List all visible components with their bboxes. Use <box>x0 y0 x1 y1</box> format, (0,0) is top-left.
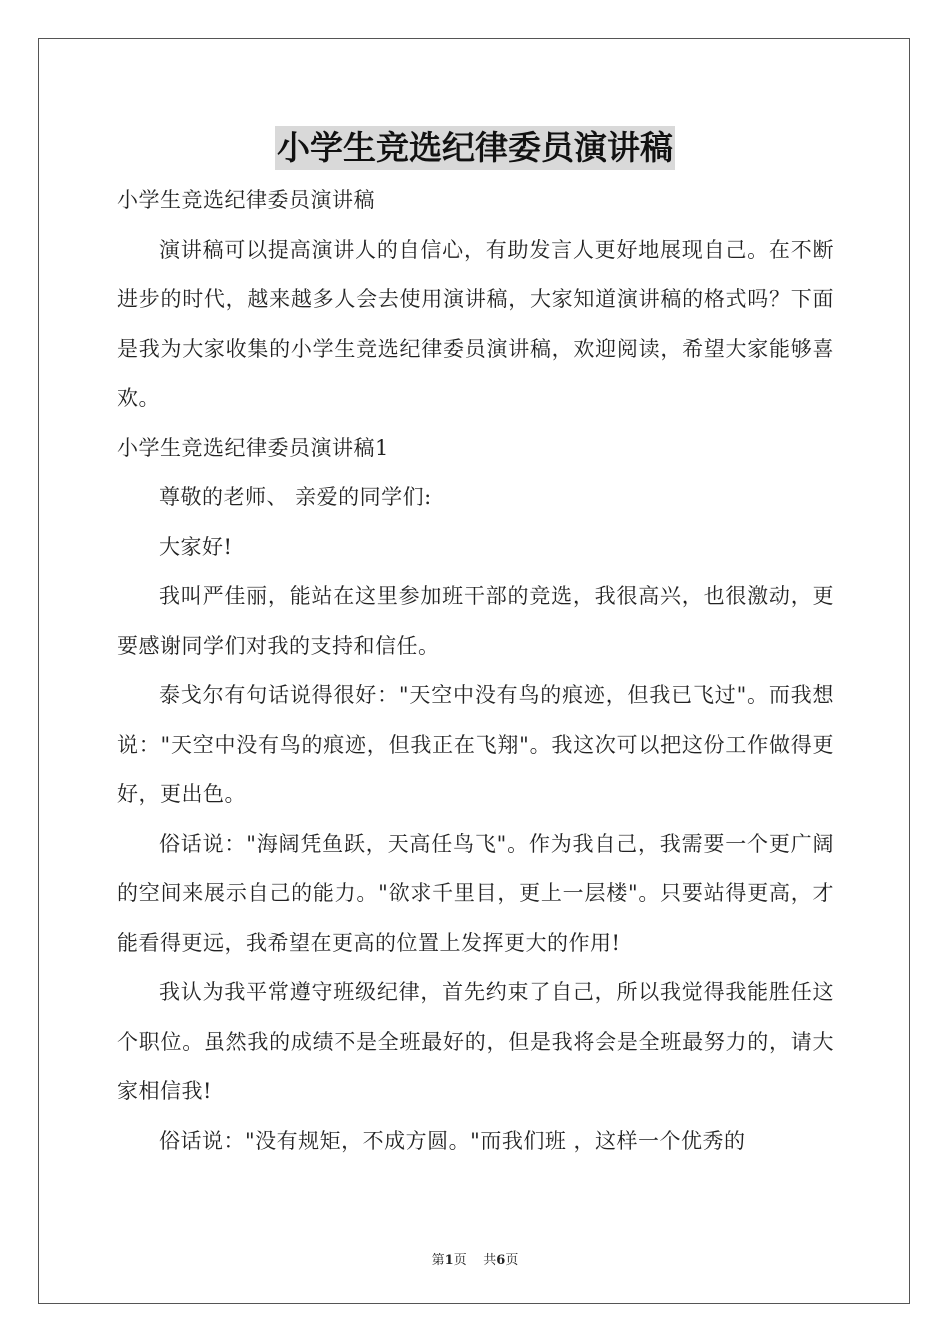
page-number: 1 <box>444 1253 454 1268</box>
paragraph-greeting: 大家好! <box>159 534 233 559</box>
paragraph-salutation: 尊敬的老师、 亲爱的同学们: <box>159 485 432 509</box>
document-title: 小学生竞选纪律委员演讲稿 <box>275 126 675 170</box>
paragraph-body: 我认为我平常遵守班级纪律，首先约束了自己，所以我觉得我能胜任这个职位。虽然我的成绩不是全班最好的，但是我将会是全班最努力的，请大家相信我! <box>117 980 834 1103</box>
document-body <box>117 176 834 1166</box>
paragraph-section-heading: 小学生竞选纪律委员演讲稿1 <box>117 435 389 460</box>
paragraph-body: 俗话说："没有规矩，不成方圆。"而我们班 ，这样一个优秀的 <box>159 1128 746 1153</box>
paragraph-body: 泰戈尔有句话说得很好："天空中没有鸟的痕迹，但我已飞过"。而我想说："天空中没有鸟的痕迹，但我正在飞翔"。我这次可以把这份工作做得更好，更出色。 <box>117 683 834 806</box>
paragraph-body: 我叫严佳丽，能站在这里参加班干部的竞选，我很高兴，也很激动，更要感谢同学们对我的支持和信任。 <box>117 584 834 658</box>
total-prefix: 共 <box>483 1253 497 1268</box>
total-pages: 6 <box>496 1253 506 1268</box>
page-suffix: 页 <box>453 1253 467 1268</box>
paragraph-body: 俗话说："海阔凭鱼跃，天高任鸟飞"。作为我自己，我需要一个更广阔的空间来展示自己的能力。"欲求千里目，更上一层楼"。只要站得更高，才能看得更远，我希望在更高的位置上发挥更大的作用! <box>117 831 834 955</box>
page-footer <box>0 1249 950 1268</box>
page-prefix: 第 <box>431 1253 445 1268</box>
paragraph-subtitle: 小学生竞选纪律委员演讲稿 <box>117 188 375 212</box>
paragraph-intro: 演讲稿可以提高演讲人的自信心，有助发言人更好地展现自己。在不断进步的时代，越来越多人会去使用演讲稿，大家知道演讲稿的格式吗？下面是我为大家收集的小学生竞选纪律委员演讲稿，欢迎阅读，希望大家能够喜欢。 <box>117 237 834 410</box>
title-container <box>0 126 950 170</box>
total-suffix: 页 <box>505 1253 519 1268</box>
